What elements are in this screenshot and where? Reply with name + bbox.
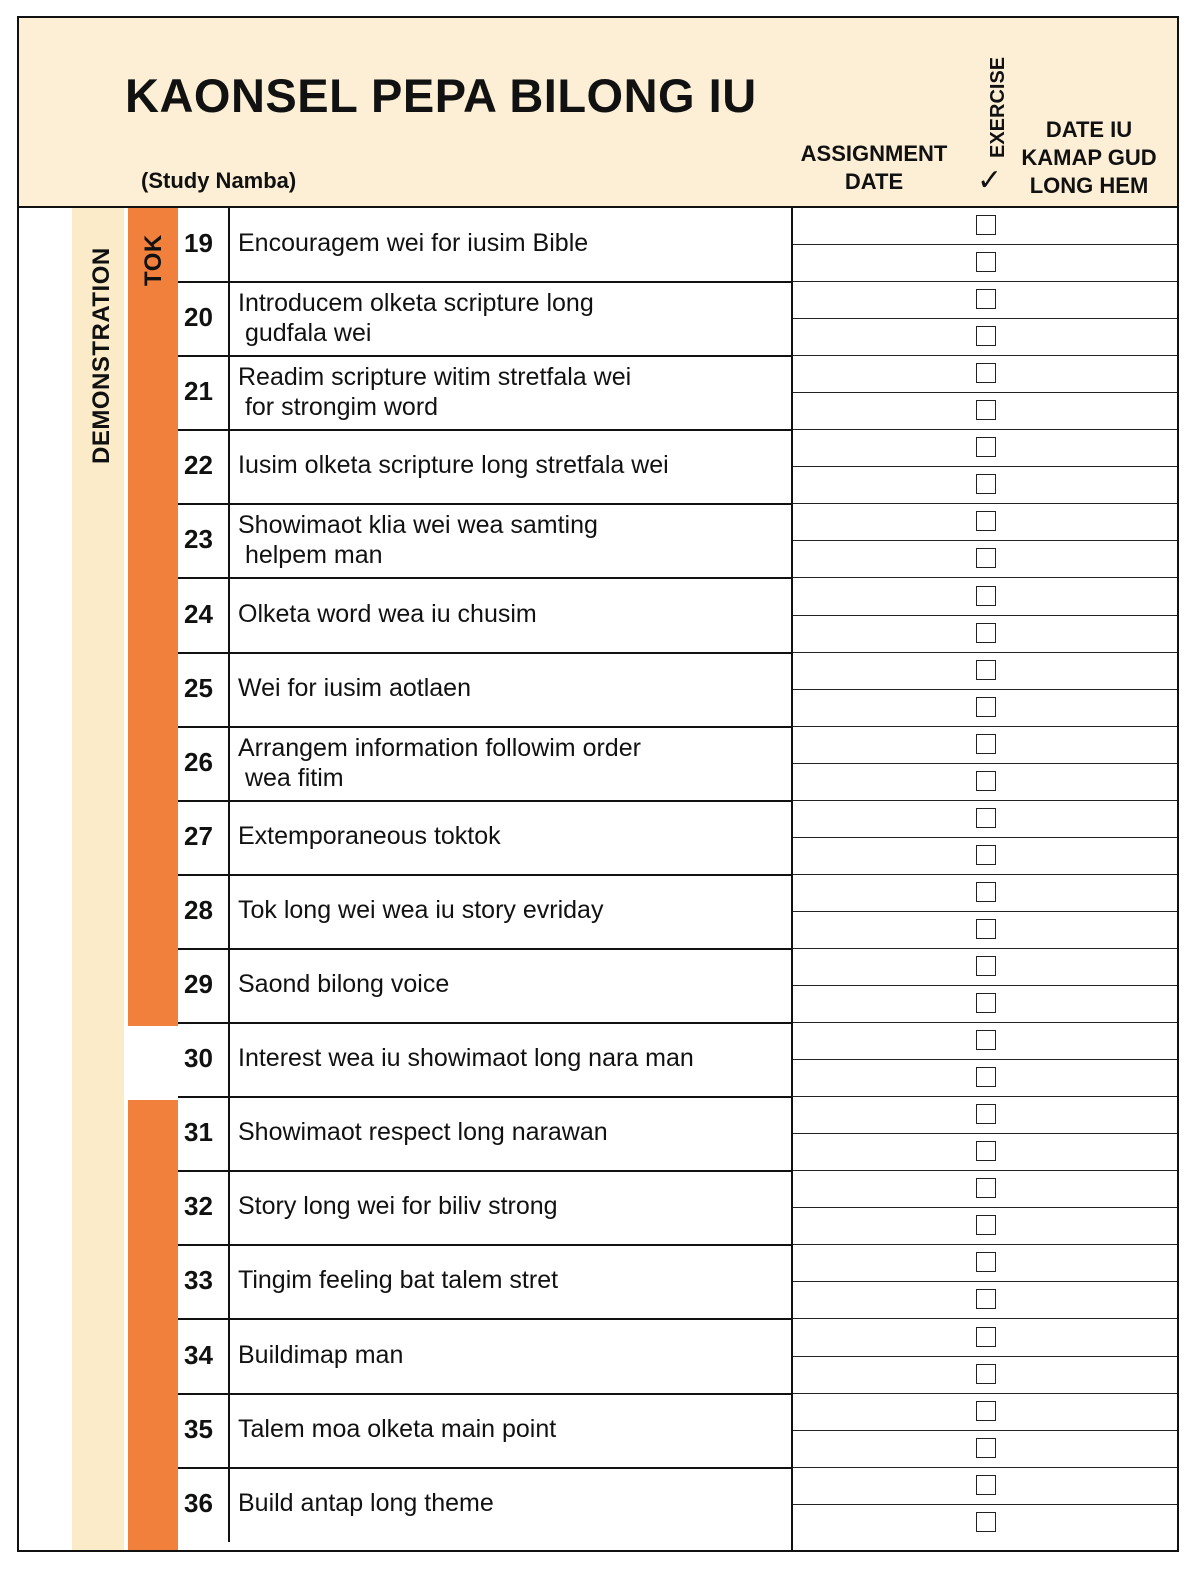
exercise-checkbox[interactable] [976,511,996,531]
entry-cells [792,579,1177,653]
study-title: Arrangem information followim order wea fitim [238,733,641,792]
number-separator [228,1394,230,1468]
exercise-checkbox[interactable] [976,437,996,457]
study-number-cell [178,208,228,282]
tok-label: TOK [140,234,167,286]
entry-line [792,466,1177,467]
number-separator [228,1097,230,1171]
study-number: 25 [184,672,213,703]
study-row [178,801,1177,875]
number-separator [228,208,230,282]
study-title: Showimaot klia wei wea samting helpem man [238,511,598,570]
demonstration-label: DEMONSTRATION [88,247,115,464]
form-title: KAONSEL PEPA BILONG IU [125,69,757,122]
date-good-header: DATE IU KAMAP GUD LONG HEM [1021,117,1157,198]
exercise-checkbox[interactable] [976,771,996,791]
study-number: 19 [184,228,213,258]
entry-line [792,837,1177,838]
entry-line [792,689,1177,690]
study-number-cell [178,356,228,430]
entry-line [792,911,1177,912]
study-row [178,282,1177,356]
number-separator [228,1320,230,1394]
study-title: Interest wea iu showimaot long nara man [238,1044,694,1073]
entry-line [792,763,1177,764]
number-separator [228,579,230,653]
number-separator [228,727,230,801]
study-number-cell [178,875,228,949]
exercise-checkbox[interactable] [976,1067,996,1087]
entry-cells [792,1468,1177,1542]
entry-cells [792,430,1177,504]
study-title: Iusim olketa scripture long stretfala wei [238,451,669,480]
number-separator [228,653,230,727]
study-row [178,1320,1177,1394]
entry-line [792,1207,1177,1208]
tok-band-lower [128,1100,178,1552]
number-separator [228,1468,230,1542]
study-number-cell [178,282,228,356]
study-number-cell [178,1023,228,1097]
exercise-checkbox[interactable] [976,326,996,346]
exercise-checkbox[interactable] [976,586,996,606]
study-number: 31 [184,1117,213,1148]
entry-cells [792,1394,1177,1468]
study-number-cell [178,949,228,1023]
exercise-checkbox[interactable] [976,1364,996,1384]
study-number: 36 [184,1487,213,1518]
study-title: Olketa word wea iu chusim [238,599,537,628]
entry-line [792,985,1177,986]
study-number: 22 [184,450,213,481]
study-number: 26 [184,746,213,777]
study-title: Build antap long theme [238,1488,494,1517]
study-title: Readim scripture witim stretfala wei for strongim word [238,363,632,422]
study-row [178,356,1177,430]
study-row [178,1245,1177,1319]
exercise-checkbox[interactable] [976,1289,996,1309]
study-number-cell [178,504,228,578]
exercise-checkbox[interactable] [976,1401,996,1421]
study-number: 27 [184,820,213,851]
exercise-checkbox[interactable] [976,1438,996,1458]
counsel-form [17,16,1179,1552]
number-separator [228,875,230,949]
study-number-cell [178,430,228,504]
study-number: 35 [184,1413,213,1444]
study-number-cell [178,1468,228,1542]
entry-line [792,1281,1177,1282]
study-title: Extemporaneous toktok [238,821,501,850]
study-row [178,875,1177,949]
entry-cells [792,282,1177,356]
exercise-checkbox[interactable] [976,1327,996,1347]
entry-cells [792,727,1177,801]
study-number: 24 [184,598,213,629]
entry-cells [792,875,1177,949]
number-separator [228,949,230,1023]
exercise-checkbox[interactable] [976,1178,996,1198]
entry-line [792,1430,1177,1431]
study-title: Tingim feeling bat talem stret [238,1266,559,1295]
entry-line [792,244,1177,245]
study-row [178,1097,1177,1171]
entry-cells [792,1245,1177,1319]
study-number-cell [178,1394,228,1468]
tok-band-upper [128,208,178,1026]
study-row [178,430,1177,504]
form-header [19,18,1177,208]
number-separator [228,1245,230,1319]
assignment-date-header: ASSIGNMENT DATE [800,141,948,194]
entry-line [792,540,1177,541]
study-number: 23 [184,524,213,555]
entry-line [792,318,1177,319]
number-separator [228,801,230,875]
study-number: 29 [184,969,213,999]
study-number: 32 [184,1191,213,1222]
entry-cells [792,504,1177,578]
exercise-checkbox[interactable] [976,1104,996,1124]
exercise-checkbox[interactable] [976,252,996,272]
entry-cells [792,653,1177,727]
entry-cells [792,801,1177,875]
exercise-checkbox[interactable] [976,697,996,717]
study-row [178,949,1177,1023]
study-title: Saond bilong voice [238,970,450,998]
entry-line [792,1133,1177,1134]
column-divider [791,208,793,1552]
study-number: 28 [184,894,213,925]
exercise-checkbox[interactable] [976,400,996,420]
exercise-checkbox[interactable] [976,548,996,568]
exercise-checkbox[interactable] [976,363,996,383]
study-title: Encouragem wei for iusim Bible [238,229,589,257]
exercise-checkbox[interactable] [976,1215,996,1235]
exercise-checkbox[interactable] [976,808,996,828]
study-row [178,1171,1177,1245]
entry-cells [792,356,1177,430]
entry-cells [792,1097,1177,1171]
entry-line [792,615,1177,616]
entry-cells [792,949,1177,1023]
exercise-checkbox[interactable] [976,919,996,939]
study-row [178,1394,1177,1468]
entry-cells [792,1023,1177,1097]
exercise-checkbox[interactable] [976,660,996,680]
study-number: 20 [184,302,213,333]
study-number-cell [178,1171,228,1245]
study-number-caption: (Study Namba) [141,168,297,193]
exercise-checkbox[interactable] [976,1141,996,1161]
study-title: Showimaot respect long narawan [238,1118,608,1147]
entry-line [792,1356,1177,1357]
study-row [178,504,1177,578]
study-number-cell [178,579,228,653]
checkmark-icon: ✓ [977,164,1003,197]
study-title: Story long wei for biliv strong [238,1192,558,1221]
study-row [178,208,1177,282]
number-separator [228,356,230,430]
number-separator [228,1023,230,1097]
study-row [178,1023,1177,1097]
exercise-checkbox[interactable] [976,289,996,309]
study-number-cell [178,653,228,727]
exercise-checkbox[interactable] [976,956,996,976]
exercise-checkbox[interactable] [976,993,996,1013]
entry-cells [792,1320,1177,1394]
exercise-header: EXERCISE [987,56,1009,158]
study-title: Tok long wei wea iu story evriday [238,895,604,924]
number-separator [228,1171,230,1245]
entry-line [792,1059,1177,1060]
exercise-checkbox[interactable] [976,1475,996,1495]
study-title: Talem moa olketa main point [238,1414,557,1443]
exercise-checkbox[interactable] [976,845,996,865]
study-number: 33 [184,1265,213,1296]
study-number-cell [178,1097,228,1171]
entry-line [792,392,1177,393]
exercise-checkbox[interactable] [976,734,996,754]
study-number: 34 [184,1339,213,1370]
entry-cells [792,1171,1177,1245]
exercise-checkbox[interactable] [976,215,996,235]
study-title: Buildimap man [238,1340,404,1369]
number-separator [228,282,230,356]
exercise-checkbox[interactable] [976,882,996,902]
exercise-checkbox[interactable] [976,1252,996,1272]
number-separator [228,504,230,578]
exercise-checkbox[interactable] [976,623,996,643]
study-number: 21 [184,376,213,407]
study-number: 30 [184,1043,213,1074]
number-separator [228,430,230,504]
study-number-cell [178,801,228,875]
study-number-cell [178,1320,228,1394]
exercise-checkbox[interactable] [976,1030,996,1050]
study-row [178,579,1177,653]
entry-line [792,1504,1177,1505]
study-row [178,653,1177,727]
study-number-cell [178,1245,228,1319]
exercise-checkbox[interactable] [976,1512,996,1532]
study-row [178,727,1177,801]
study-title: Wei for iusim aotlaen [238,673,471,702]
study-row [178,1468,1177,1542]
study-number-cell [178,727,228,801]
exercise-checkbox[interactable] [976,474,996,494]
study-title: Introducem olketa scripture long gudfala wei [238,289,594,348]
entry-cells [792,208,1177,282]
